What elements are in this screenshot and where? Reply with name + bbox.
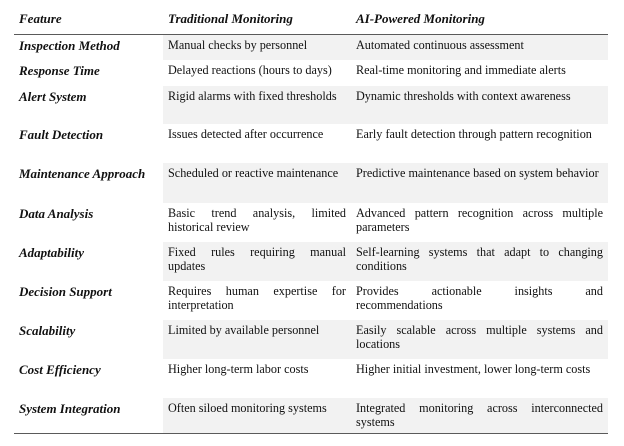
table-row: [14, 359, 608, 398]
table-row: [14, 35, 608, 60]
ai-cell: Integrated monitoring across interconnected systems: [351, 398, 608, 434]
feature-cell: Response Time: [19, 62, 100, 78]
header-row: [14, 5, 608, 35]
feature-cell: Fault Detection: [19, 126, 104, 142]
table-row: [14, 281, 608, 320]
ai-cell: Automated continuous assessment: [351, 35, 608, 60]
table-row: [14, 398, 608, 434]
table-row: [14, 163, 608, 203]
header-traditional: Traditional Monitoring: [163, 5, 351, 35]
table-row: [14, 124, 608, 163]
comparison-table: [14, 5, 608, 434]
header-ai: AI-Powered Monitoring: [351, 5, 608, 35]
feature-cell: Data Analysis: [19, 205, 94, 221]
feature-cell: Alert System: [19, 88, 87, 104]
ai-cell: Predictive maintenance based on system behavior: [351, 163, 608, 203]
ai-cell: Dynamic thresholds with context awareness: [351, 86, 608, 124]
traditional-cell: Scheduled or reactive maintenance: [163, 163, 351, 203]
table-row: [14, 320, 608, 359]
table-row: [14, 86, 608, 124]
traditional-cell: Higher long-term labor costs: [168, 361, 309, 376]
feature-cell: Inspection Method: [19, 38, 120, 53]
traditional-cell: Often siloed monitoring systems: [163, 398, 351, 434]
traditional-cell: Rigid alarms with fixed thresholds: [163, 86, 351, 124]
traditional-cell: Manual checks by personnel: [163, 35, 351, 60]
ai-cell: Real-time monitoring and immediate alerts: [356, 62, 566, 77]
feature-cell: Scalability: [19, 322, 76, 338]
feature-cell: Adaptability: [19, 244, 84, 260]
traditional-cell: Issues detected after occurrence: [168, 126, 324, 141]
ai-cell: Advanced pattern recognition across multiple parameters: [356, 205, 603, 234]
traditional-cell: Delayed reactions (hours to days): [168, 62, 332, 77]
traditional-cell: Fixed rules requiring manual updates: [163, 242, 351, 281]
table-row: [14, 203, 608, 242]
traditional-cell: Requires human expertise for interpretation: [168, 283, 346, 312]
feature-cell: Decision Support: [19, 283, 112, 299]
table-row: [14, 242, 608, 281]
traditional-cell: Limited by available personnel: [163, 320, 351, 359]
ai-cell: Provides actionable insights and recommendations: [356, 283, 603, 312]
feature-cell: Cost Efficiency: [19, 361, 101, 377]
feature-cell: Maintenance Approach: [19, 165, 146, 181]
traditional-cell: Basic trend analysis, limited historical review: [168, 205, 346, 234]
ai-cell: Easily scalable across multiple systems and locations: [351, 320, 608, 359]
ai-cell: Higher initial investment, lower long-term costs: [356, 361, 591, 376]
ai-cell: Early fault detection through pattern recognition: [356, 126, 592, 141]
table-row: [14, 60, 608, 86]
ai-cell: Self-learning systems that adapt to changing conditions: [351, 242, 608, 281]
feature-cell: System Integration: [14, 398, 163, 434]
header-feature: Feature: [14, 5, 163, 35]
